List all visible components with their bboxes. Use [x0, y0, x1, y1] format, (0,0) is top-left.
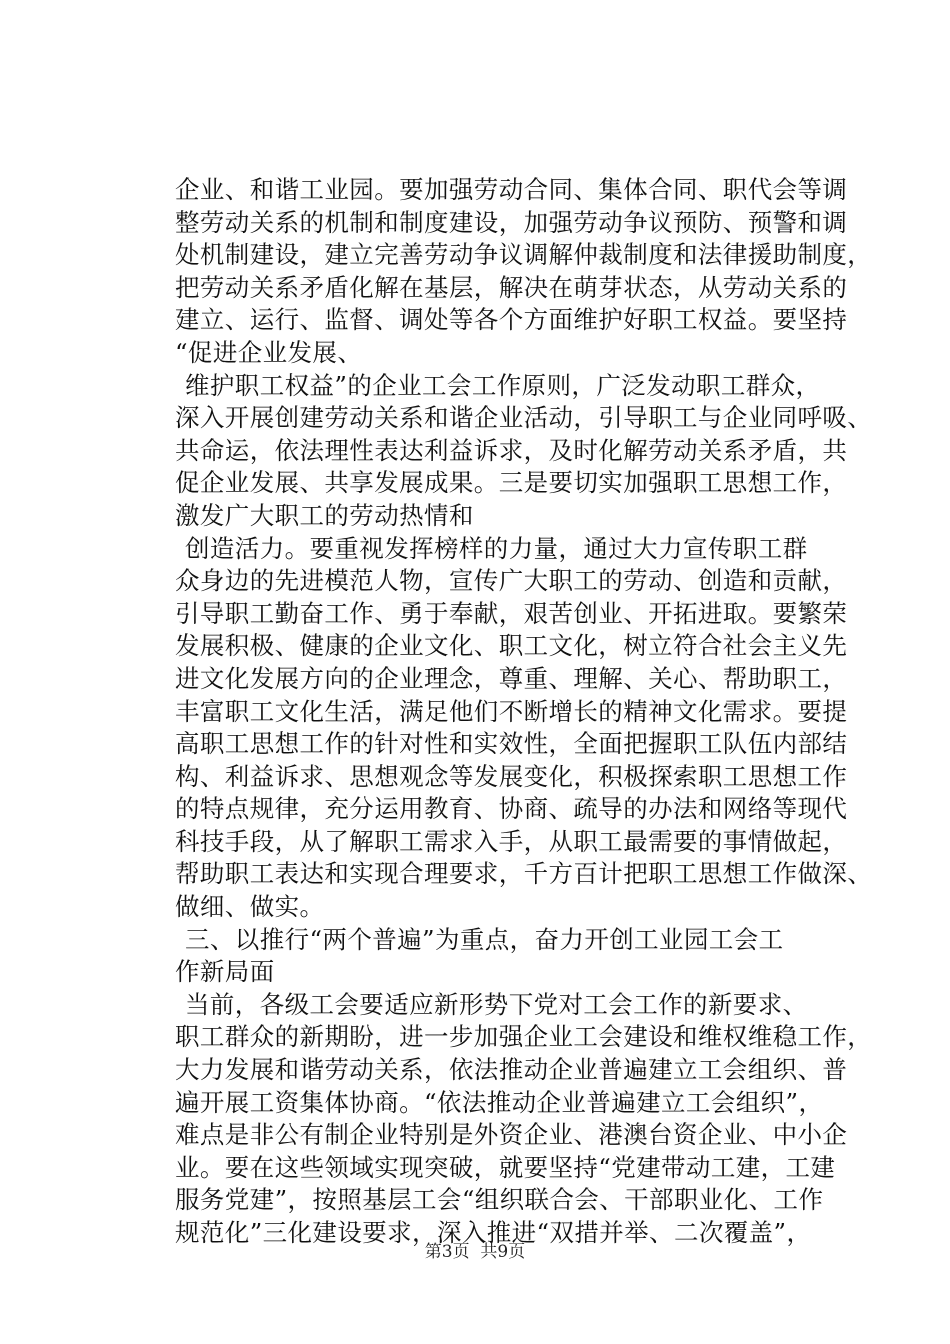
- document-body: [175, 174, 873, 1250]
- text-line: 构、利益诉求、思想观念等发展变化，积极探索职工思想工作: [175, 761, 848, 791]
- text-line: 业。要在这些领域实现突破，就要坚持“党建带动工建，工建: [175, 1152, 836, 1182]
- text-line: 高职工思想工作的针对性和实效性，全面把握职工队伍内部结: [175, 729, 848, 759]
- text-line: 作新局面: [175, 957, 275, 987]
- page-footer: [0, 1240, 950, 1264]
- text-line: 把劳动关系矛盾化解在基层，解决在萌芽状态，从劳动关系的: [175, 272, 848, 302]
- text-line: 丰富职工文化生活，满足他们不断增长的精神文化需求。要提: [175, 696, 848, 726]
- text-line: 整劳动关系的机制和制度建设，加强劳动争议预防、预警和调: [175, 207, 848, 237]
- text-line: 维护职工权益”的企业工会工作原则，广泛发动职工群众，: [185, 370, 821, 400]
- text-line: 处机制建设，建立完善劳动争议调解仲裁制度和法律援助制度，: [175, 240, 873, 270]
- text-line: 发展积极、健康的企业文化、职工文化，树立符合社会主义先: [175, 631, 848, 661]
- page-number: 第3页 共9页: [424, 1242, 526, 1262]
- text-line: 深入开展创建劳动关系和谐企业活动，引导职工与企业同呼吸、: [175, 403, 873, 433]
- text-line: 引导职工勤奋工作、勇于奉献，艰苦创业、开拓进取。要繁荣: [175, 598, 848, 628]
- text-line: 做细、做实。: [175, 892, 325, 922]
- text-line: 当前，各级工会要适应新形势下党对工会工作的新要求、: [185, 989, 808, 1019]
- text-line: “促进企业发展、: [175, 337, 363, 367]
- text-line: 的特点规律，充分运用教育、协商、疏导的办法和网络等现代: [175, 794, 848, 824]
- text-line: 难点是非公有制企业特别是外资企业、港澳台资企业、中小企: [175, 1120, 848, 1150]
- text-line: 科技手段，从了解职工需求入手，从职工最需要的事情做起，: [175, 826, 848, 856]
- text-line: 激发广大职工的劳动热情和: [175, 500, 474, 530]
- text-line: 大力发展和谐劳动关系，依法推动企业普遍建立工会组织、普: [175, 1055, 848, 1085]
- text-line: 规范化”三化建设要求，深入推进“双措并举、二次覆盖”，: [175, 1218, 812, 1247]
- text-line: 职工群众的新期盼，进一步加强企业工会建设和维权维稳工作，: [175, 1022, 873, 1052]
- text-line: 三、以推行“两个普遍”为重点，奋力开创工业园工会工: [185, 924, 784, 954]
- text-line: 众身边的先进模范人物，宣传广大职工的劳动、创造和贡献，: [175, 566, 848, 596]
- text-line: 企业、和谐工业园。要加强劳动合同、集体合同、职代会等调: [175, 175, 848, 204]
- text-line: 帮助职工表达和实现合理要求，千方百计把职工思想工作做深、: [175, 859, 873, 889]
- text-line: 共命运，依法理性表达利益诉求，及时化解劳动关系矛盾，共: [175, 435, 848, 465]
- text-line: 遍开展工资集体协商。“依法推动企业普遍建立工会组织”，: [175, 1087, 824, 1117]
- text-line: 进文化发展方向的企业理念，尊重、理解、关心、帮助职工，: [175, 663, 848, 693]
- text-line: 建立、运行、监督、调处等各个方面维护好职工权益。要坚持: [175, 305, 848, 335]
- text-line: 创造活力。要重视发挥榜样的力量，通过大力宣传职工群: [185, 533, 808, 563]
- text-line: 服务党建”，按照基层工会“组织联合会、干部职业化、工作: [175, 1185, 824, 1215]
- text-line: 促企业发展、共享发展成果。三是要切实加强职工思想工作，: [175, 468, 848, 498]
